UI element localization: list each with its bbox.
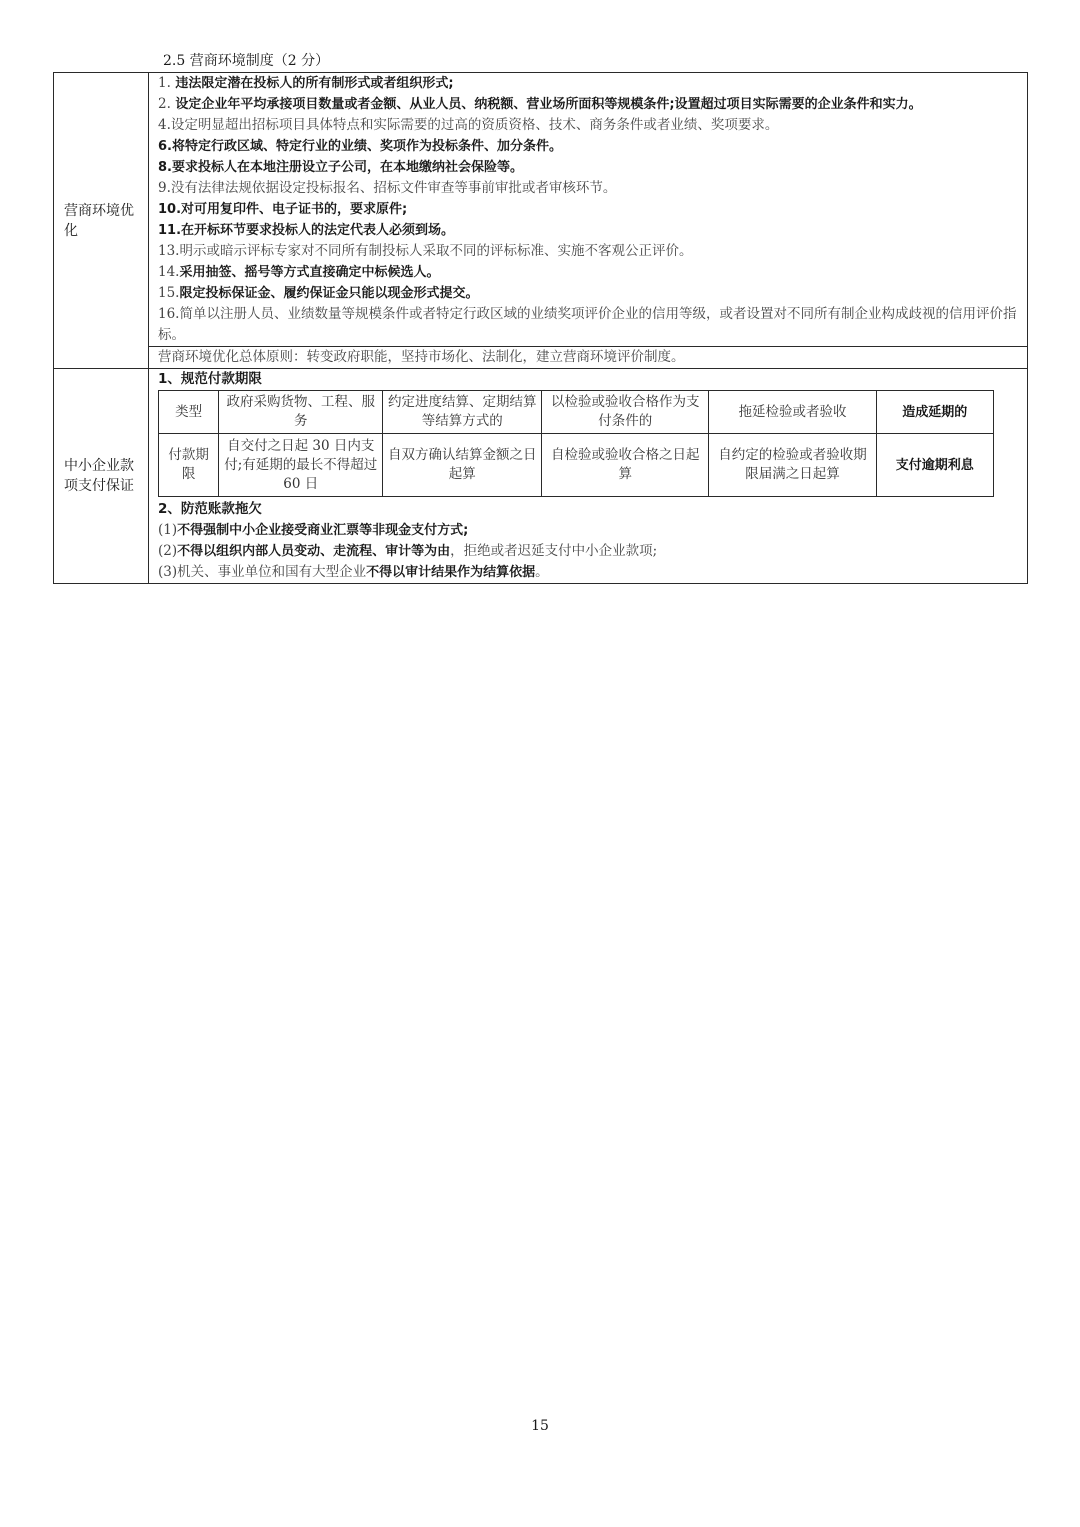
list-item (158, 136, 1027, 157)
section1-row (54, 73, 1028, 369)
business-environment-table (53, 72, 1028, 584)
item-text: 16.简单以注册人员、业绩数量等规模条件或者特定行政区域的业绩奖项评价企业的信用等级，或者设置对不同所有制企业构成歧视的信用评价指标。 (158, 306, 1017, 343)
item-emphasis: 不得以审计结果作为结算依据 (366, 565, 536, 580)
item-text: 10.对可用复印件、电子证书的，要求原件; (158, 202, 408, 217)
list-item (158, 283, 1027, 304)
payment-period-row (159, 434, 994, 497)
item-prefix: (1) (158, 522, 178, 538)
item-text: 采用抽签、摇号等方式直接确定中标候选人。 (179, 265, 440, 280)
item-emphasis: 不得强制中小企业接受商业汇票等非现金支付方式; (177, 523, 469, 538)
section1-items (158, 73, 1027, 346)
list-item (158, 94, 1027, 115)
table-cell: 自双方确认结算金额之日起算 (383, 434, 542, 497)
item-emphasis: 不得以组织内部人员变动、走流程、审计等为由 (177, 544, 451, 559)
principle-text: 营商环境优化总体原则：转变政府职能，坚持市场化、法制化，建立营商环境评价制度。 (149, 346, 1027, 368)
list-item (158, 115, 1027, 136)
list-item (158, 199, 1027, 220)
item-number: 1. (158, 75, 171, 91)
list-item (158, 73, 1027, 94)
item-text: 4.设定明显超出招标项目具体特点和实际需要的过高的资质资格、技术、商务条件或者业绩、奖项要求。 (158, 117, 779, 133)
item-number: 2. (158, 96, 171, 112)
table-cell: 政府采购货物、工程、服务 (219, 391, 383, 434)
table-cell: 自约定的检验或者验收期限届满之日起算 (709, 434, 876, 497)
table-cell: 支付逾期利息 (876, 434, 993, 497)
table-cell: 自交付之日起 30 日内支付;有延期的最长不得超过 60 日 (219, 434, 383, 497)
item-text: 9.没有法律法规依据设定投标报名、招标文件审查等事前审批或者审核环节。 (158, 180, 617, 196)
table-cell: 自检验或验收合格之日起算 (542, 434, 709, 497)
table-cell: 约定进度结算、定期结算等结算方式的 (383, 391, 542, 434)
item-prefix: (2) (158, 543, 178, 559)
list-item (158, 220, 1027, 241)
item-rest: ，拒绝或者迟延支付中小企业款项; (450, 543, 658, 559)
list-item (158, 262, 1027, 283)
item-number: 14. (158, 264, 180, 280)
table-cell: 以检验或验收合格作为支付条件的 (542, 391, 709, 434)
section2-row (54, 369, 1028, 584)
item-text: 13.明示或暗示评标专家对不同所有制投标人采取不同的评标标准、实施不客观公正评价。 (158, 243, 693, 259)
type-header-cell: 类型 (159, 391, 219, 434)
item-text: 8.要求投标人在本地注册设立子公司，在本地缴纳社会保险等。 (158, 160, 523, 175)
section1-category: 营商环境优化 (54, 73, 149, 369)
list-item (158, 157, 1027, 178)
item-rest: 。 (535, 564, 549, 580)
payment-term-heading: 1、规范付款期限 (158, 371, 262, 387)
item-prefix: (3)机关、事业单位和国有大型企业 (158, 564, 367, 580)
item-text: 6.将特定行政区域、特定行业的业绩、奖项作为投标条件、加分条件。 (158, 139, 562, 154)
period-header-cell: 付款期限 (159, 434, 219, 497)
table-cell: 造成延期的 (876, 391, 993, 434)
payment-term-table (158, 390, 994, 497)
arrears-heading: 2、防范账款拖欠 (158, 501, 262, 517)
section1-content (149, 73, 1028, 369)
list-item (158, 178, 1027, 199)
list-item (158, 520, 1027, 541)
table-cell: 拖延检验或者验收 (709, 391, 876, 434)
list-item (158, 241, 1027, 262)
item-text: 11.在开标环节要求投标人的法定代表人必须到场。 (158, 223, 455, 238)
item-text: 限定投标保证金、履约保证金只能以现金形式提交。 (179, 286, 479, 301)
list-item (158, 562, 1027, 583)
section2-category: 中小企业款项支付保证 (54, 369, 149, 584)
payment-type-row (159, 391, 994, 434)
item-number: 15. (158, 285, 180, 301)
list-item (158, 541, 1027, 562)
section-heading: 2.5 营商环境制度（2 分） (163, 53, 330, 69)
section2-content (149, 369, 1028, 584)
item-text: 违法限定潜在投标人的所有制形式或者组织形式; (170, 76, 454, 91)
list-item (158, 304, 1027, 346)
page-number: 15 (531, 1418, 549, 1434)
item-text: 设定企业年平均承接项目数量或者金额、从业人员、纳税额、营业场所面积等规模条件;设置超过项目实际需要的企业条件和实力。 (170, 97, 922, 112)
section2-items (158, 520, 1027, 583)
